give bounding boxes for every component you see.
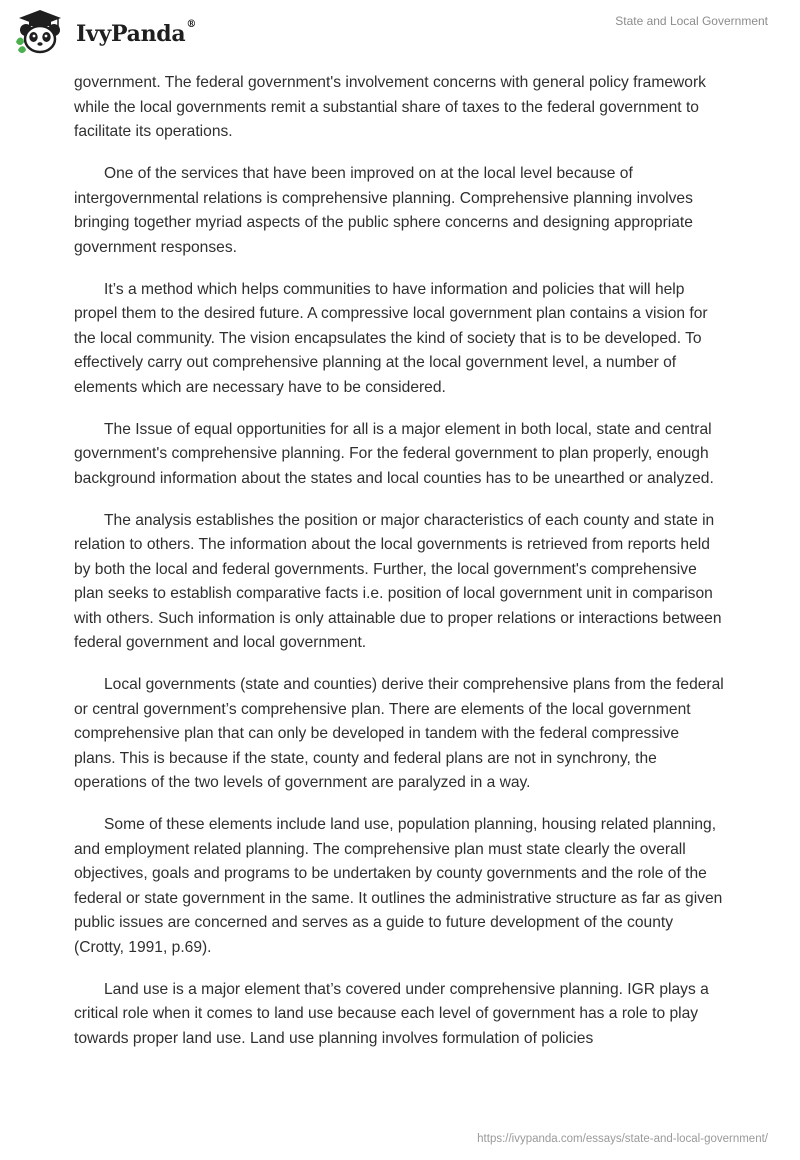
paragraph-1: government. The federal government's involvement concerns with general policy framework while the local governments remit a substantial share of taxes to the federal government to facilitate its operations. [74, 74, 706, 140]
panda-graduate-icon [14, 8, 66, 56]
registered-mark: ® [186, 19, 197, 30]
paragraph-6: Local governments (state and counties) derive their comprehensive plans from the federal or central government’s comprehensive plan. There are elements of the local government comprehensive plan that can only be developed in tandem with the federal compressive plans. This is because if the state, county and federal plans are not in synchrony, the operations of the two levels of government are paralyzed in a way. [74, 676, 724, 791]
paragraph-8: Land use is a major element that’s covered under comprehensive planning. IGR plays a critical role when it comes to land use because each level of government has a role to play towards proper land use. Land use planning involves formulation of policies [74, 980, 709, 1047]
essay-body [74, 71, 724, 1069]
paragraph-3: It’s a method which helps communities to have information and policies that will help propel them to the desired future. A compressive local government plan contains a vision for the local community. The vision encapsulates the kind of society that is to be developed. To effectively carry out comprehensive planning at the local government level, a number of elements which are necessary have to be considered. [74, 280, 708, 396]
document-title: State and Local Government [615, 14, 768, 28]
paragraph-2: One of the services that have been improved on at the local level because of intergovernmental relations is comprehensive planning. Comprehensive planning involves bringing together myriad aspects of the public sphere concerns and designing appropriate government responses. [74, 165, 693, 256]
brand-logo[interactable] [14, 8, 196, 56]
page-header [0, 0, 800, 70]
paragraph-4: The Issue of equal opportunities for all is a major element in both local, state and central government's comprehensive planning. For the federal government to plan properly, enough background information about the states and local counties has to be unearthed or analyzed. [74, 420, 714, 487]
paragraph-7: Some of these elements include land use, population planning, housing related planning, and employment related planning. The comprehensive plan must state clearly the overall objectives, goals and programs to be undertaken by county governments and the role of the federal or state government in the same. It outlines the administrative structure as far as given public issues are concerned and serves as a guide to future development of the county (Crotty, 1991, p.69). [74, 816, 723, 956]
source-url-link[interactable]: https://ivypanda.com/essays/state-and-local-government/ [477, 1133, 768, 1145]
brand-name: IvyPanda® [76, 19, 197, 47]
paragraph-5: The analysis establishes the position or major characteristics of each county and state in relation to others. The information about the local governments is retrieved from reports held by both the local and federal governments. Further, the local government's comprehensive plan seeks to establish comparative facts i.e. position of local government unit in comparison with others. Such information is only attainable due to proper relations or interactions between federal government and local government. [74, 511, 722, 651]
